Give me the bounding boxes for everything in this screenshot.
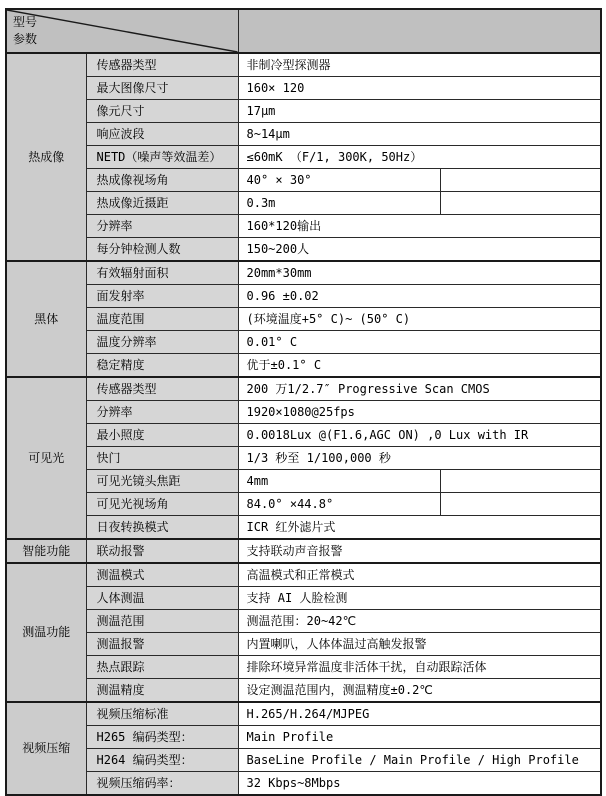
param-cell: 视频压缩标准 [86, 702, 238, 726]
param-cell: NETD（噪声等效温差） [86, 146, 238, 169]
table-row [6, 308, 601, 331]
table-row [6, 563, 601, 587]
param-cell: 可见光视场角 [86, 493, 238, 516]
param-cell: 温度分辨率 [86, 331, 238, 354]
table-row [6, 493, 601, 516]
table-row [6, 447, 601, 470]
section-category-temp-measure: 测温功能 [6, 563, 86, 702]
value-cell: ICR 红外滤片式 [238, 516, 601, 540]
table-row [6, 587, 601, 610]
param-cell: 联动报警 [86, 539, 238, 563]
value-cell: ≤60mK （F/1, 300K, 50Hz） [238, 146, 601, 169]
param-cell: 像元尺寸 [86, 100, 238, 123]
value-cell: 0.0018Lux @(F1.6,AGC ON) ,0 Lux with IR [238, 424, 601, 447]
section-category-video-compression: 视频压缩 [6, 702, 86, 795]
param-cell: 可见光镜头焦距 [86, 470, 238, 493]
param-cell: 分辨率 [86, 215, 238, 238]
table-row [6, 516, 601, 540]
param-cell: 面发射率 [86, 285, 238, 308]
header-row [6, 9, 601, 53]
value-cell: 内置喇叭，人体体温过高触发报警 [238, 633, 601, 656]
param-cell: 最大图像尺寸 [86, 77, 238, 100]
table-row [6, 470, 601, 493]
value-cell: 1920×1080@25fps [238, 401, 601, 424]
table-row [6, 53, 601, 77]
diagonal-header-cell [6, 9, 238, 53]
param-cell: 视频压缩码率： [86, 772, 238, 796]
value-cell: 0.96 ±0.02 [238, 285, 601, 308]
table-row [6, 261, 601, 285]
param-cell: 稳定精度 [86, 354, 238, 378]
value-cell: 84.0° ×44.8° [238, 493, 440, 516]
value-cell: H.265/H.264/MJPEG [238, 702, 601, 726]
value-cell: 支持联动声音报警 [238, 539, 601, 563]
table-row [6, 610, 601, 633]
value-cell: 17μm [238, 100, 601, 123]
table-row [6, 772, 601, 796]
table-row [6, 633, 601, 656]
value-cell: 测温范围：20~42℃ [238, 610, 601, 633]
value-cell: (环境温度+5° C)~ (50° C) [238, 308, 601, 331]
value-cell: 非制冷型探测器 [238, 53, 601, 77]
param-cell: 测温报警 [86, 633, 238, 656]
value-cell: 排除环境异常温度非活体干扰，自动跟踪活体 [238, 656, 601, 679]
value-cell: 150~200人 [238, 238, 601, 262]
value-cell: 200 万1/2.7″ Progressive Scan CMOS [238, 377, 601, 401]
table-row [6, 146, 601, 169]
table-row [6, 285, 601, 308]
param-cell: 人体测温 [86, 587, 238, 610]
section-category-smart-functions: 智能功能 [6, 539, 86, 563]
header-value-cell [238, 9, 601, 53]
table-row [6, 377, 601, 401]
param-cell: H264 编码类型： [86, 749, 238, 772]
value-cell: 高温模式和正常模式 [238, 563, 601, 587]
param-cell: H265 编码类型： [86, 726, 238, 749]
value-cell: 1/3 秒至 1/100,000 秒 [238, 447, 601, 470]
diagonal-line-icon [7, 10, 238, 52]
table-row [6, 354, 601, 378]
param-cell: 响应波段 [86, 123, 238, 146]
table-row [6, 331, 601, 354]
table-row [6, 749, 601, 772]
empty-value-cell [440, 493, 601, 516]
param-cell: 热点跟踪 [86, 656, 238, 679]
param-cell: 传感器类型 [86, 53, 238, 77]
param-cell: 传感器类型 [86, 377, 238, 401]
value-cell: 40° × 30° [238, 169, 440, 192]
param-cell: 热成像近摄距 [86, 192, 238, 215]
table-row [6, 726, 601, 749]
empty-value-cell [440, 470, 601, 493]
value-cell: 4mm [238, 470, 440, 493]
table-row [6, 401, 601, 424]
model-label: 型号 [13, 15, 38, 29]
table-row [6, 679, 601, 703]
param-cell: 每分钟检测人数 [86, 238, 238, 262]
value-cell: 32 Kbps~8Mbps [238, 772, 601, 796]
table-row [6, 238, 601, 262]
param-label: 参数 [13, 32, 38, 46]
table-row [6, 424, 601, 447]
param-cell: 分辨率 [86, 401, 238, 424]
table-row [6, 656, 601, 679]
value-cell: 0.3m [238, 192, 440, 215]
value-cell: 0.01° C [238, 331, 601, 354]
value-cell: 20mm*30mm [238, 261, 601, 285]
value-cell: 优于±0.1° C [238, 354, 601, 378]
param-cell: 最小照度 [86, 424, 238, 447]
value-cell: BaseLine Profile / Main Profile / High Profile [238, 749, 601, 772]
table-row [6, 215, 601, 238]
section-category-visible-light: 可见光 [6, 377, 86, 539]
param-cell: 测温模式 [86, 563, 238, 587]
table-row [6, 702, 601, 726]
table-row [6, 169, 601, 192]
param-cell: 测温范围 [86, 610, 238, 633]
value-cell: 设定测温范围内，测温精度±0.2℃ [238, 679, 601, 703]
empty-value-cell [440, 192, 601, 215]
empty-value-cell [440, 169, 601, 192]
table-row [6, 100, 601, 123]
value-cell: 160*120输出 [238, 215, 601, 238]
table-row [6, 123, 601, 146]
section-category-blackbody: 黑体 [6, 261, 86, 377]
param-cell: 有效辐射面积 [86, 261, 238, 285]
value-cell: 8~14μm [238, 123, 601, 146]
section-category-thermal: 热成像 [6, 53, 86, 261]
param-cell: 测温精度 [86, 679, 238, 703]
param-cell: 热成像视场角 [86, 169, 238, 192]
value-cell: 支持 AI 人脸检测 [238, 587, 601, 610]
value-cell: 160× 120 [238, 77, 601, 100]
table-row [6, 539, 601, 563]
table-row [6, 192, 601, 215]
param-cell: 温度范围 [86, 308, 238, 331]
value-cell: Main Profile [238, 726, 601, 749]
table-row [6, 77, 601, 100]
spec-table [5, 8, 602, 796]
param-cell: 快门 [86, 447, 238, 470]
param-cell: 日夜转换模式 [86, 516, 238, 540]
